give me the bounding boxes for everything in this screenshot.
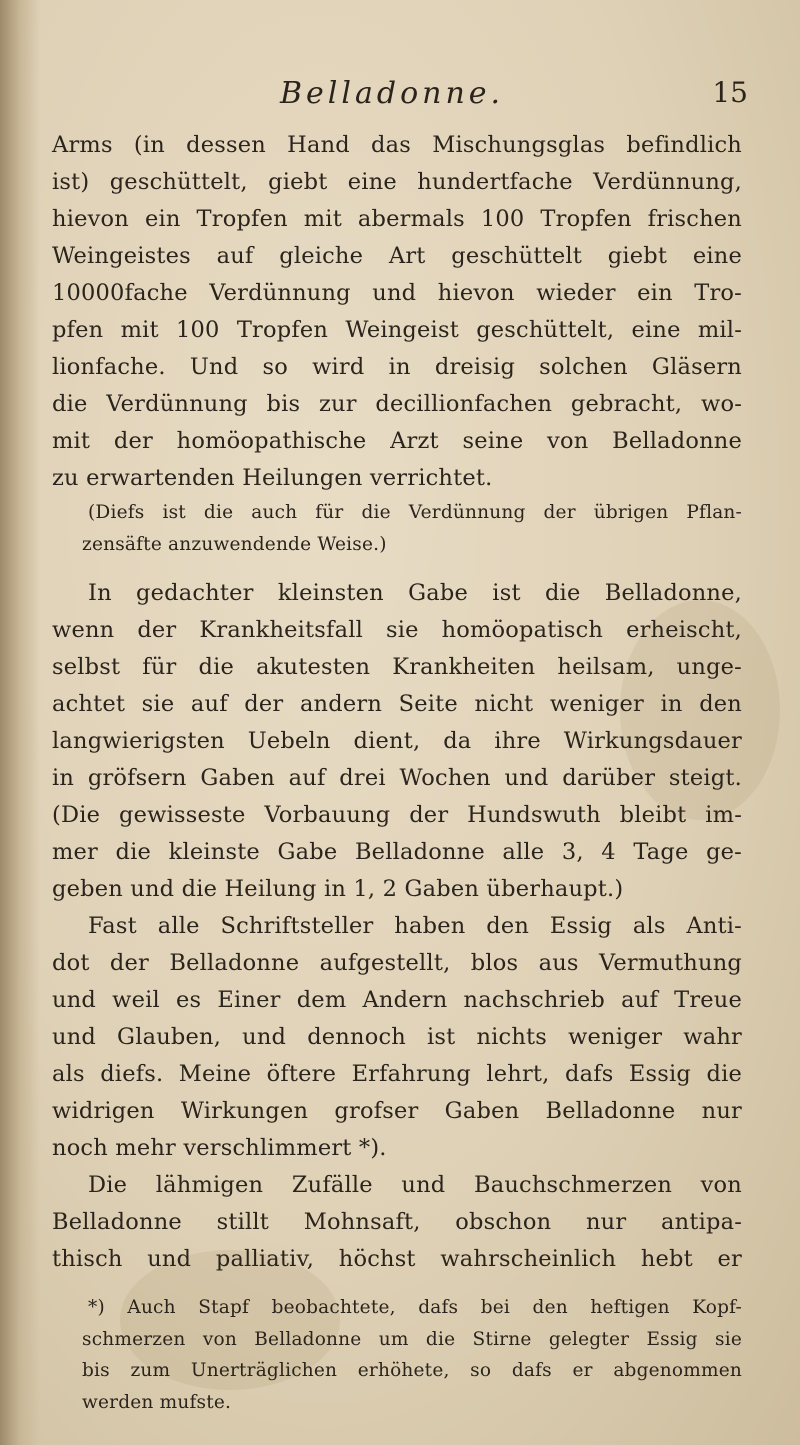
text-line: und weil es Einer dem Andern nachschrieb auf Treue <box>52 987 742 1013</box>
text-line: und Glauben, und dennoch ist nichts weniger wahr <box>52 1024 742 1050</box>
page-header <box>60 76 760 116</box>
footnote-line: schmerzen von Belladonne um die Stirne gelegter Essig sie <box>82 1328 742 1350</box>
text-line: selbst für die akutesten Krankheiten heilsam, unge- <box>52 654 742 680</box>
text-line: die Verdünnung bis zur decillionfachen gebracht, wo- <box>52 391 742 417</box>
text-line: wenn der Krankheitsfall sie homöopatisch erheischt, <box>52 617 742 643</box>
text-line: widrigen Wirkungen grofser Gaben Belladonne nur <box>52 1098 742 1124</box>
text-line: Fast alle Schriftsteller haben den Essig als Anti- <box>88 913 742 939</box>
text-line: thisch und palliativ, höchst wahrscheinlich hebt er <box>52 1246 742 1272</box>
text-line: langwierigsten Uebeln dient, da ihre Wirkungsdauer <box>52 728 742 754</box>
text-line: Arms (in dessen Hand das Mischungsglas befindlich <box>52 132 742 158</box>
text-line: mer die kleinste Gabe Belladonne alle 3, 4 Tage ge- <box>52 839 742 865</box>
paragraph-3 <box>52 908 742 1167</box>
text-line: (Die gewisseste Vorbauung der Hundswuth bleibt im- <box>52 802 742 828</box>
text-line: zu erwartenden Heilungen verrichtet. <box>52 465 493 491</box>
text-line: noch mehr verschlimmert *). <box>52 1135 387 1161</box>
text-line: lionfache. Und so wird in dreisig solchen Gläsern <box>52 354 742 380</box>
footnote <box>52 1292 742 1418</box>
text-line: geben und die Heilung in 1, 2 Gaben überhaupt.) <box>52 876 624 902</box>
text-line: ist) geschüttelt, giebt eine hundertfache Verdünnung, <box>52 169 742 195</box>
page-number: 15 <box>712 76 748 109</box>
running-title: Belladonne. <box>280 76 505 111</box>
paragraph-1 <box>52 127 742 497</box>
text-line: Belladonne stillt Mohnsaft, obschon nur antipa- <box>52 1209 742 1235</box>
note-paragraph <box>52 497 742 560</box>
text-line: Die lähmigen Zufälle und Bauchschmerzen von <box>88 1172 742 1198</box>
text-line: achtet sie auf der andern Seite nicht weniger in den <box>52 691 742 717</box>
paragraph-2 <box>52 575 742 908</box>
text-line: mit der homöopathische Arzt seine von Belladonne <box>52 428 742 454</box>
text-line: hievon ein Tropfen mit abermals 100 Tropfen frischen <box>52 206 742 232</box>
text-line: (Diefs ist die auch für die Verdünnung der übrigen Pflan- <box>88 502 742 523</box>
text-line: dot der Belladonne aufgestellt, blos aus Vermuthung <box>52 950 742 976</box>
text-line: In gedachter kleinsten Gabe ist die Belladonne, <box>88 580 742 606</box>
text-line: in gröfsern Gaben auf drei Wochen und darüber steigt. <box>52 765 742 791</box>
page-edge-shadow <box>0 0 40 1445</box>
text-line: pfen mit 100 Tropfen Weingeist geschüttelt, eine mil- <box>52 317 742 343</box>
text-line: Weingeistes auf gleiche Art geschüttelt giebt eine <box>52 243 742 269</box>
footnote-line: *) Auch Stapf beobachtete, dafs bei den heftigen Kopf- <box>88 1297 742 1318</box>
paragraph-4 <box>52 1167 742 1278</box>
footnote-line: werden mufste. <box>82 1391 232 1413</box>
text-line: als diefs. Meine öftere Erfahrung lehrt, dafs Essig die <box>52 1061 742 1087</box>
text-line: zensäfte anzuwendende Weise.) <box>82 533 387 555</box>
text-line: 10000fache Verdünnung und hievon wieder ein Tro- <box>52 280 742 306</box>
footnote-line: bis zum Unerträglichen erhöhete, so dafs er abgenommen <box>82 1360 742 1381</box>
